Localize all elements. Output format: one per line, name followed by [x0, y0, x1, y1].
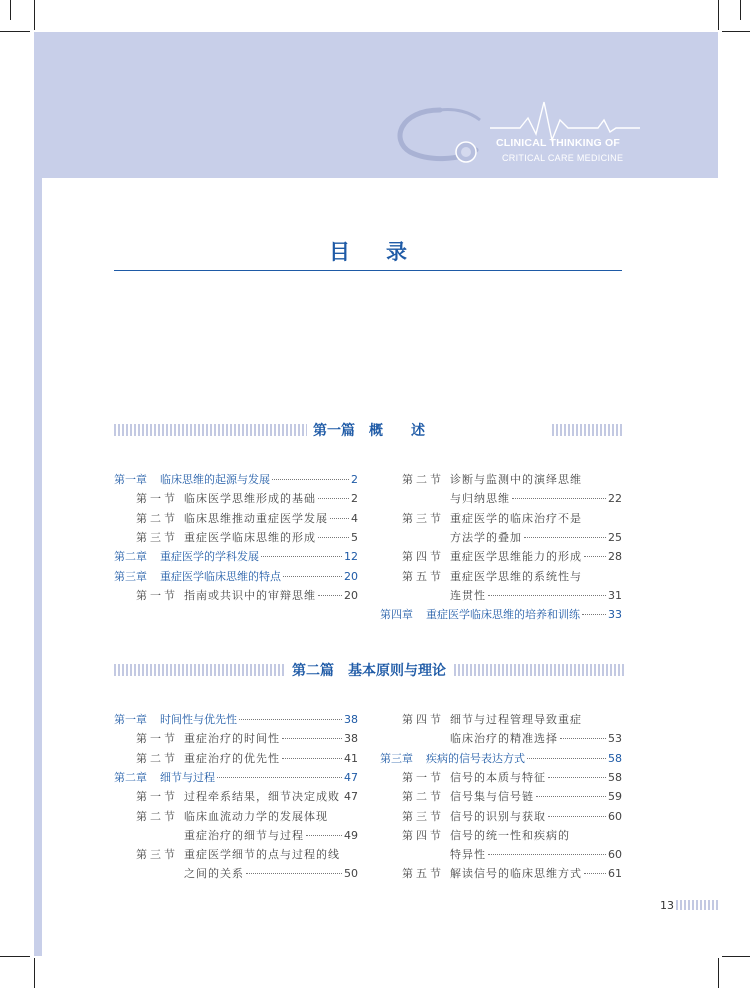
toc-leader-dots	[488, 854, 606, 855]
toc-leader-dots	[584, 873, 606, 874]
toc-entry-title: 重症医学临床思维的特点	[160, 569, 281, 583]
toc-entry-number: 第四节	[402, 713, 444, 726]
toc-entry-title: 与归纳思维	[450, 492, 510, 506]
toc-entry-page: 60	[608, 809, 622, 823]
crop-mark	[0, 956, 30, 957]
toc-section-entry[interactable]	[402, 711, 622, 727]
toc-entry-title: 临床思维的起源与发展	[160, 473, 270, 486]
toc-entry-number: 第三章	[114, 569, 147, 583]
toc-leader-dots	[512, 498, 606, 499]
toc-entry-number: 第二节	[136, 511, 178, 525]
part-heading-2	[114, 660, 624, 680]
toc-entry-title: 重症医学思维能力的形成	[450, 550, 582, 564]
toc-entry-page: 58	[608, 770, 622, 784]
toc-entry-number: 第一章	[114, 713, 147, 726]
toc-section-entry[interactable]	[402, 568, 622, 584]
toc-entry-title: 信号的本质与特征	[450, 770, 546, 784]
toc-entry-title: 连贯性	[450, 588, 486, 602]
toc-chapter-entry[interactable]	[114, 769, 358, 785]
toc-entry-title: 特异性	[450, 848, 486, 862]
toc-entry-title: 临床医学思维形成的基础	[184, 492, 316, 506]
toc-entry-number: 第四节	[402, 828, 444, 842]
toc-section-entry[interactable]	[136, 846, 358, 862]
toc-chapter-entry[interactable]	[380, 750, 622, 766]
toc-entry-number: 第四节	[402, 550, 444, 564]
toc-entry-page: 20	[344, 569, 358, 583]
toc-leader-dots	[527, 758, 606, 759]
toc-entry-title: 指南或共识中的审辩思维	[184, 588, 316, 602]
toc-leader-dots	[330, 518, 349, 519]
toc-leader-dots	[246, 873, 342, 874]
toc-entry-page: 53	[608, 732, 622, 746]
toc-section-entry[interactable]	[136, 827, 358, 843]
toc-entry-title: 信号集与信号链	[450, 790, 534, 804]
toc-leader-dots	[318, 537, 349, 538]
toc-leader-dots	[261, 556, 342, 557]
toc-entry-number: 第一节	[136, 588, 178, 602]
toc-chapter-entry[interactable]	[380, 606, 622, 622]
toc-leader-dots	[488, 595, 606, 596]
page-number: 13	[660, 899, 674, 912]
toc-entry-title: 重症医学的学科发展	[160, 550, 259, 564]
toc-leader-dots	[584, 556, 606, 557]
logo-title-line1: CLINICAL THINKING OF	[496, 137, 620, 149]
toc-entry-title: 重症治疗的细节与过程	[184, 828, 304, 842]
toc-section-entry[interactable]	[402, 769, 622, 785]
part-title: 第一篇 概 述	[307, 423, 431, 439]
toc-section-entry[interactable]	[136, 510, 358, 526]
part-title: 第二篇 基本原则与理论	[286, 663, 452, 679]
toc-section-entry[interactable]	[402, 788, 622, 804]
toc-leader-dots	[283, 576, 342, 577]
toc-leader-dots	[272, 479, 349, 480]
toc-section-entry[interactable]	[402, 730, 622, 746]
toc-chapter-entry[interactable]	[114, 548, 358, 564]
toc-entry-title: 临床思维推动重症医学发展	[184, 511, 328, 525]
toc-entry-page: 47	[344, 770, 358, 784]
toc-leader-dots	[318, 498, 349, 499]
toc-entry-title: 诊断与监测中的演绎思维	[450, 473, 582, 486]
toc-section-entry[interactable]	[136, 750, 358, 766]
toc-leader-dots	[536, 796, 606, 797]
toc-entry-title: 解读信号的临床思维方式	[450, 867, 582, 881]
toc-entry-page: 31	[608, 588, 622, 602]
crop-mark	[0, 31, 30, 32]
crop-mark	[722, 31, 750, 32]
toc-entry-number: 第四章	[380, 608, 413, 622]
toc-entry-title: 重症医学临床思维的形成	[184, 530, 316, 544]
toc-entry-number: 第二节	[402, 473, 444, 486]
toc-section-entry[interactable]	[402, 471, 622, 487]
toc-leader-dots	[548, 777, 606, 778]
crop-mark	[722, 956, 750, 957]
crop-mark	[740, 0, 741, 20]
toc-entry-page: 38	[344, 713, 358, 726]
page-number-bar	[676, 900, 718, 910]
toc-section-entry[interactable]	[136, 529, 358, 545]
toc-section-entry[interactable]	[136, 587, 358, 603]
toc-entry-number: 第一章	[114, 473, 147, 486]
toc-entry-page: 50	[344, 867, 358, 881]
toc-entry-page: 41	[344, 751, 358, 765]
toc-entry-number: 第一节	[136, 492, 178, 506]
toc-entry-title: 细节与过程管理导致重症	[450, 713, 582, 726]
toc-entry-page: 58	[608, 751, 622, 765]
toc-leader-dots	[524, 537, 606, 538]
toc-entry-page: 5	[351, 530, 358, 544]
toc-entry-page: 2	[351, 492, 358, 506]
crop-mark	[34, 958, 35, 988]
left-margin-strip	[34, 178, 42, 956]
toc-entry-number: 第三节	[136, 530, 178, 544]
toc-section-entry[interactable]	[402, 846, 622, 862]
toc-section-entry[interactable]	[402, 510, 622, 526]
toc-entry-title: 重症治疗的优先性	[184, 751, 280, 765]
toc-entry-title: 之间的关系	[184, 867, 244, 881]
toc-entry-title: 疾病的信号表达方式	[426, 751, 525, 765]
toc-leader-dots	[582, 614, 606, 615]
toc-section-entry[interactable]	[402, 587, 622, 603]
toc-entry-page: 25	[608, 530, 622, 544]
toc-entry-number: 第二章	[114, 770, 147, 784]
toc-entry-page: 60	[608, 848, 622, 862]
toc-section-entry[interactable]	[402, 529, 622, 545]
toc-section-entry[interactable]	[402, 808, 622, 824]
toc-leader-dots	[318, 595, 342, 596]
toc-entry-page: 61	[608, 867, 622, 881]
toc-entry-number: 第五节	[402, 867, 444, 881]
toc-section-entry[interactable]	[402, 865, 622, 881]
toc-chapter-entry[interactable]	[114, 568, 358, 584]
toc-entry-number: 第三节	[136, 848, 178, 862]
toc-section-entry[interactable]	[402, 490, 622, 506]
toc-leader-dots	[282, 738, 342, 739]
toc-leader-dots	[548, 816, 606, 817]
toc-entry-number: 第三节	[402, 511, 444, 525]
toc-entry-page: 49	[344, 828, 358, 842]
toc-entry-title: 细节与过程	[160, 770, 215, 784]
toc-entry-page: 47	[344, 790, 358, 804]
toc-section-entry[interactable]	[402, 548, 622, 564]
crop-mark	[718, 0, 719, 30]
toc-entry-title: 过程牵系结果，细节决定成败	[184, 790, 340, 804]
part-heading-1	[114, 420, 624, 440]
toc-entry-number: 第三章	[380, 751, 413, 765]
toc-entry-title: 时间性与优先性	[160, 713, 237, 726]
toc-entry-number: 第二节	[136, 809, 178, 823]
toc-chapter-entry[interactable]	[114, 711, 358, 727]
toc-section-entry[interactable]	[136, 865, 358, 881]
toc-entry-page: 33	[608, 608, 622, 622]
toc-entry-number: 第一节	[136, 790, 178, 804]
toc-entry-number: 第一节	[136, 732, 178, 746]
crop-mark	[10, 0, 11, 20]
toc-section-entry[interactable]	[136, 788, 358, 804]
toc-entry-page: 4	[351, 511, 358, 525]
toc-leader-dots	[217, 777, 342, 778]
toc-leader-dots	[282, 758, 342, 759]
page-title: 目录	[329, 240, 443, 264]
toc-section-entry[interactable]	[136, 808, 358, 824]
crop-mark	[34, 0, 35, 30]
toc-entry-number: 第一节	[402, 770, 444, 784]
toc-entry-page: 38	[344, 732, 358, 746]
toc-leader-dots	[560, 738, 606, 739]
toc-entry-page: 12	[344, 550, 358, 564]
toc-entry-number: 第二节	[402, 790, 444, 804]
toc-entry-title: 重症医学细节的点与过程的线	[184, 848, 340, 862]
toc-entry-page: 2	[351, 473, 358, 486]
toc-entry-title: 信号的识别与获取	[450, 809, 546, 823]
crop-mark	[718, 958, 719, 988]
toc-entry-title: 临床治疗的精准选择	[450, 732, 558, 746]
toc-entry-title: 重症医学的临床治疗不是	[450, 511, 582, 525]
toc-entry-title: 方法学的叠加	[450, 530, 522, 544]
toc-entry-number: 第二节	[136, 751, 178, 765]
toc-entry-title: 重症医学思维的系统性与	[450, 569, 582, 583]
toc-entry-number: 第三节	[402, 809, 444, 823]
toc-entry-page: 20	[344, 588, 358, 602]
toc-section-entry[interactable]	[136, 490, 358, 506]
toc-entry-page: 22	[608, 492, 622, 506]
toc-chapter-entry[interactable]	[114, 471, 358, 487]
toc-leader-dots	[239, 719, 342, 720]
toc-entry-page: 28	[608, 550, 622, 564]
toc-entry-title: 信号的统一性和疾病的	[450, 828, 570, 842]
toc-entry-number: 第二章	[114, 550, 147, 564]
toc-entry-number: 第五节	[402, 569, 444, 583]
toc-entry-title: 重症治疗的时间性	[184, 732, 280, 746]
title-underline	[114, 270, 622, 271]
toc-entry-page: 59	[608, 790, 622, 804]
toc-leader-dots	[306, 835, 342, 836]
toc-section-entry[interactable]	[136, 730, 358, 746]
toc-entry-title: 临床血流动力学的发展体现	[184, 809, 328, 823]
toc-entry-title: 重症医学临床思维的培养和训练	[426, 608, 580, 622]
toc-section-entry[interactable]	[402, 827, 622, 843]
logo-title-line2: CRITICAL CARE MEDICINE	[502, 153, 624, 163]
